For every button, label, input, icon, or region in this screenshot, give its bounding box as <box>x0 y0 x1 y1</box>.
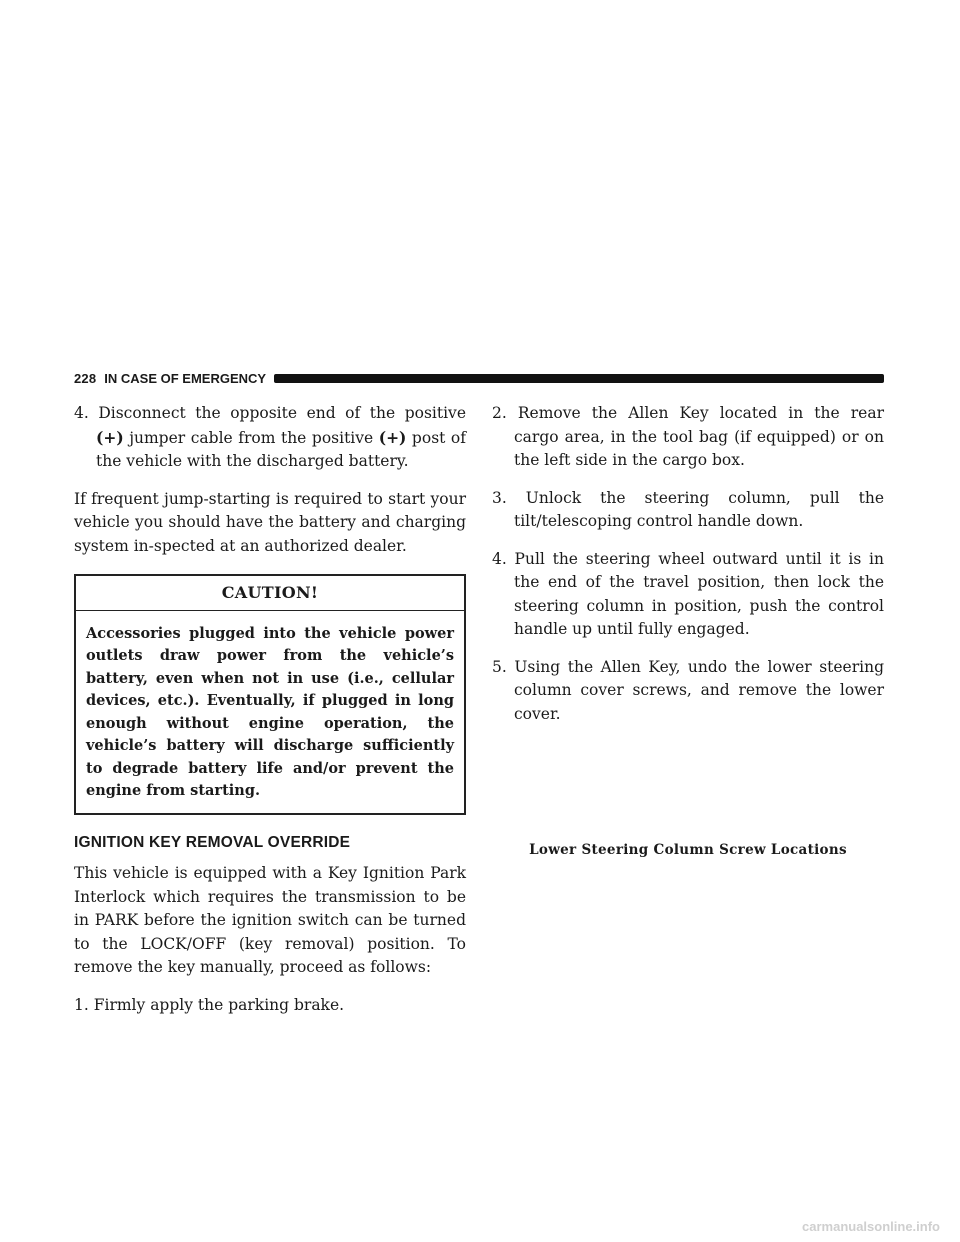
frequent-jump-paragraph: If frequent jump-starting is required to start your vehicle you should have the battery and charging system in-spected at an authorized dealer. <box>74 489 466 555</box>
caution-box <box>74 574 466 815</box>
page-number: 228 <box>74 370 97 386</box>
section-title: IN CASE OF EMERGENCY <box>104 370 267 386</box>
step-1-parking-brake: 1. Firmly apply the parking brake. <box>74 995 345 1014</box>
caution-title: CAUTION! <box>76 576 464 611</box>
figure-caption: Lower Steering Column Screw Locations <box>529 842 847 858</box>
step-5-remove-cover: 5. Using the Allen Key, undo the lower steering column cover screws, and remove the lower cover. <box>492 657 884 723</box>
ignition-override-heading: IGNITION KEY REMOVAL OVERRIDE <box>74 833 351 851</box>
page-header <box>74 369 884 387</box>
watermark: carmanualsonline.info <box>802 1219 940 1234</box>
step-3-unlock-column: 3. Unlock the steering column, pull the tilt/telescoping control handle down. <box>492 488 884 530</box>
step-4-jumper: 4. Disconnect the opposite end of the positive (+) jumper cable from the positive (+) post of the vehicle with the discharged battery. <box>74 404 466 470</box>
steering-column-figure <box>492 610 884 835</box>
step-4-pull-wheel: 4. Pull the steering wheel outward until it is in the end of the travel position, then lock the steering column in position, push the control handle up until fully engaged. <box>492 549 884 638</box>
left-column <box>74 402 466 1031</box>
header-rule <box>274 374 884 383</box>
interlock-paragraph: This vehicle is equipped with a Key Ignition Park Interlock which requires the transmission to be in PARK before the ignition switch can be turned to the LOCK/OFF (key removal) position. To remove the key manually, proceed as follows: <box>74 864 466 976</box>
step-2-allen-key: 2. Remove the Allen Key located in the rear cargo area, in the tool bag (if equipped) or on the left side in the cargo box. <box>492 404 884 469</box>
caution-body: Accessories plugged into the vehicle power outlets draw power from the vehicle’s battery, even when not in use (i.e., cellular devices, etc.). Eventually, if plugged in long enough without engine operation, the vehicle’s battery will discharge sufficiently to degrade battery life and/or prevent the engine from starting. <box>86 624 454 799</box>
